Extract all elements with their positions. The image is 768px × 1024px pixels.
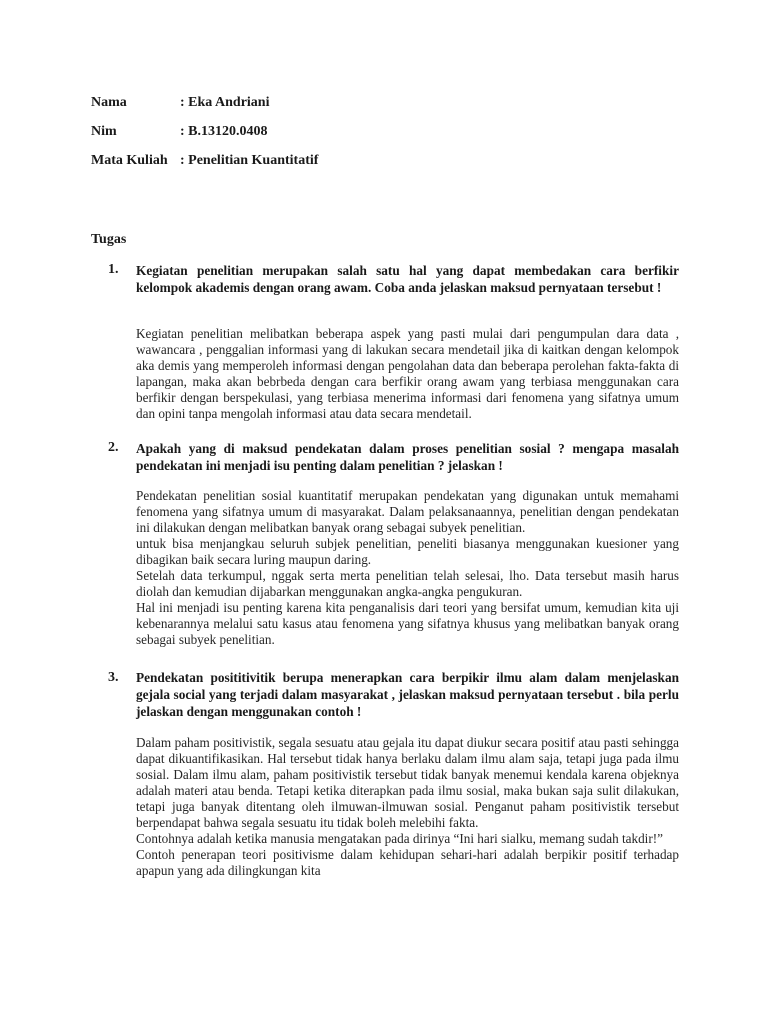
answer-paragraph: Kegiatan penelitian melibatkan beberapa aspek yang pasti mulai dari pengumpulan dara data , wawancara , penggalian informasi yang di lakukan secara mendetail jika di kaitkan dengan kelompok aka demis yang memperoleh informasi dengan pengolahan data dan beberapa perolehan fakta-fakta di lapangan, maka akan bebrbeda dengan cara berfikir orang awam yang terbiasa menggunakan cara berfikir dengan berspekulasi, yang terbiasa menerima informasi dari fenomena yang sifatnya umum dan opini tanpa mengolah informasi atau data secara mendetail. — [136, 326, 679, 421]
nama-row — [91, 95, 269, 111]
answer-block — [136, 488, 679, 648]
answer-block — [136, 735, 679, 879]
question-number: 3. — [108, 670, 119, 685]
answer-block — [136, 326, 679, 422]
answer-paragraph: Pendekatan penelitian sosial kuantitatif merupakan pendekatan yang digunakan untuk memahami fenomena yang sifatnya umum di masyarakat. Dalam pelaksanaannya, penelitian dengan pendekatan ini dilakukan dengan melibatkan banyak orang sebagai subyek penelitian. — [136, 488, 679, 535]
nim-row — [91, 124, 268, 140]
answer-paragraph: Contohnya adalah ketika manusia mengatakan pada dirinya “Ini hari sialku, memang sudah takdir!” — [136, 831, 663, 846]
question-text: Apakah yang di maksud pendekatan dalam proses penelitian sosial ? mengapa masalah pendekatan ini menjadi isu penting dalam penelitian ? jelaskan ! — [136, 441, 679, 473]
matkul-label: Mata Kuliah — [91, 153, 168, 168]
answer-paragraph: Contoh penerapan teori positivisme dalam kehidupan sehari-hari adalah berpikir positif terhadap apapun yang ada dilingkungan kita — [136, 847, 679, 878]
question-text: Kegiatan penelitian merupakan salah satu hal yang dapat membedakan cara berfikir kelompok akademis dengan orang awam. Coba anda jelaskan maksud pernyataan tersebut ! — [136, 263, 679, 295]
question-number: 1. — [108, 262, 119, 277]
matkul-row — [91, 153, 318, 169]
nama-value: : Eka Andriani — [180, 95, 270, 110]
nim-label: Nim — [91, 124, 117, 139]
matkul-value: : Penelitian Kuantitatif — [180, 153, 319, 168]
nim-value: : B.13120.0408 — [180, 124, 268, 139]
question-text: Pendekatan posititivitik berupa menerapkan cara berpikir ilmu alam dalam menjelaskan gejala social yang terjadi dalam masyarakat , jelaskan maksud pernyataan tersebut . bila perlu jelaskan dengan menggunakan contoh ! — [136, 670, 679, 719]
question-number: 2. — [108, 440, 119, 455]
answer-paragraph: Setelah data terkumpul, nggak serta merta penelitian telah selesai, lho. Data tersebut masih harus diolah dan kemudian dijabarkan menggunakan angka-angka pengukuran. — [136, 568, 679, 599]
answer-paragraph: Hal ini menjadi isu penting karena kita penganalisis dari teori yang bersifat umum, kemudian kita uji kebenarannya melalui satu kasus atau fenomena yang sifatnya khusus yang melibatkan banyak orang sebagai subyek penelitian. — [136, 600, 679, 647]
nama-label: Nama — [91, 95, 127, 110]
tugas-heading: Tugas — [91, 232, 127, 247]
answer-paragraph: Dalam paham positivistik, segala sesuatu atau gejala itu dapat diukur secara positif atau pasti sehingga dapat dikuantifikasikan. Hal tersebut tidak hanya berlaku dalam ilmu alam saja, tetapi juga pada ilmu sosial. Dalam ilmu alam, paham positivistik tersebut tidak banyak menemui kendala karena objeknya adalah materi atau benda. Tetapi ketika diterapkan pada ilmu sosial, maka bukan saja sulit dilakukan, tetapi juga banyak ditentang oleh ilmuwan-ilmuwan sosial. Penganut paham positivistik tersebut berpendapat bahwa segala sesuatu itu tidak boleh melebihi fakta. — [136, 735, 679, 830]
answer-paragraph: untuk bisa menjangkau seluruh subjek penelitian, peneliti biasanya menggunakan kuesioner yang dibagikan baik secara luring maupun daring. — [136, 536, 679, 567]
